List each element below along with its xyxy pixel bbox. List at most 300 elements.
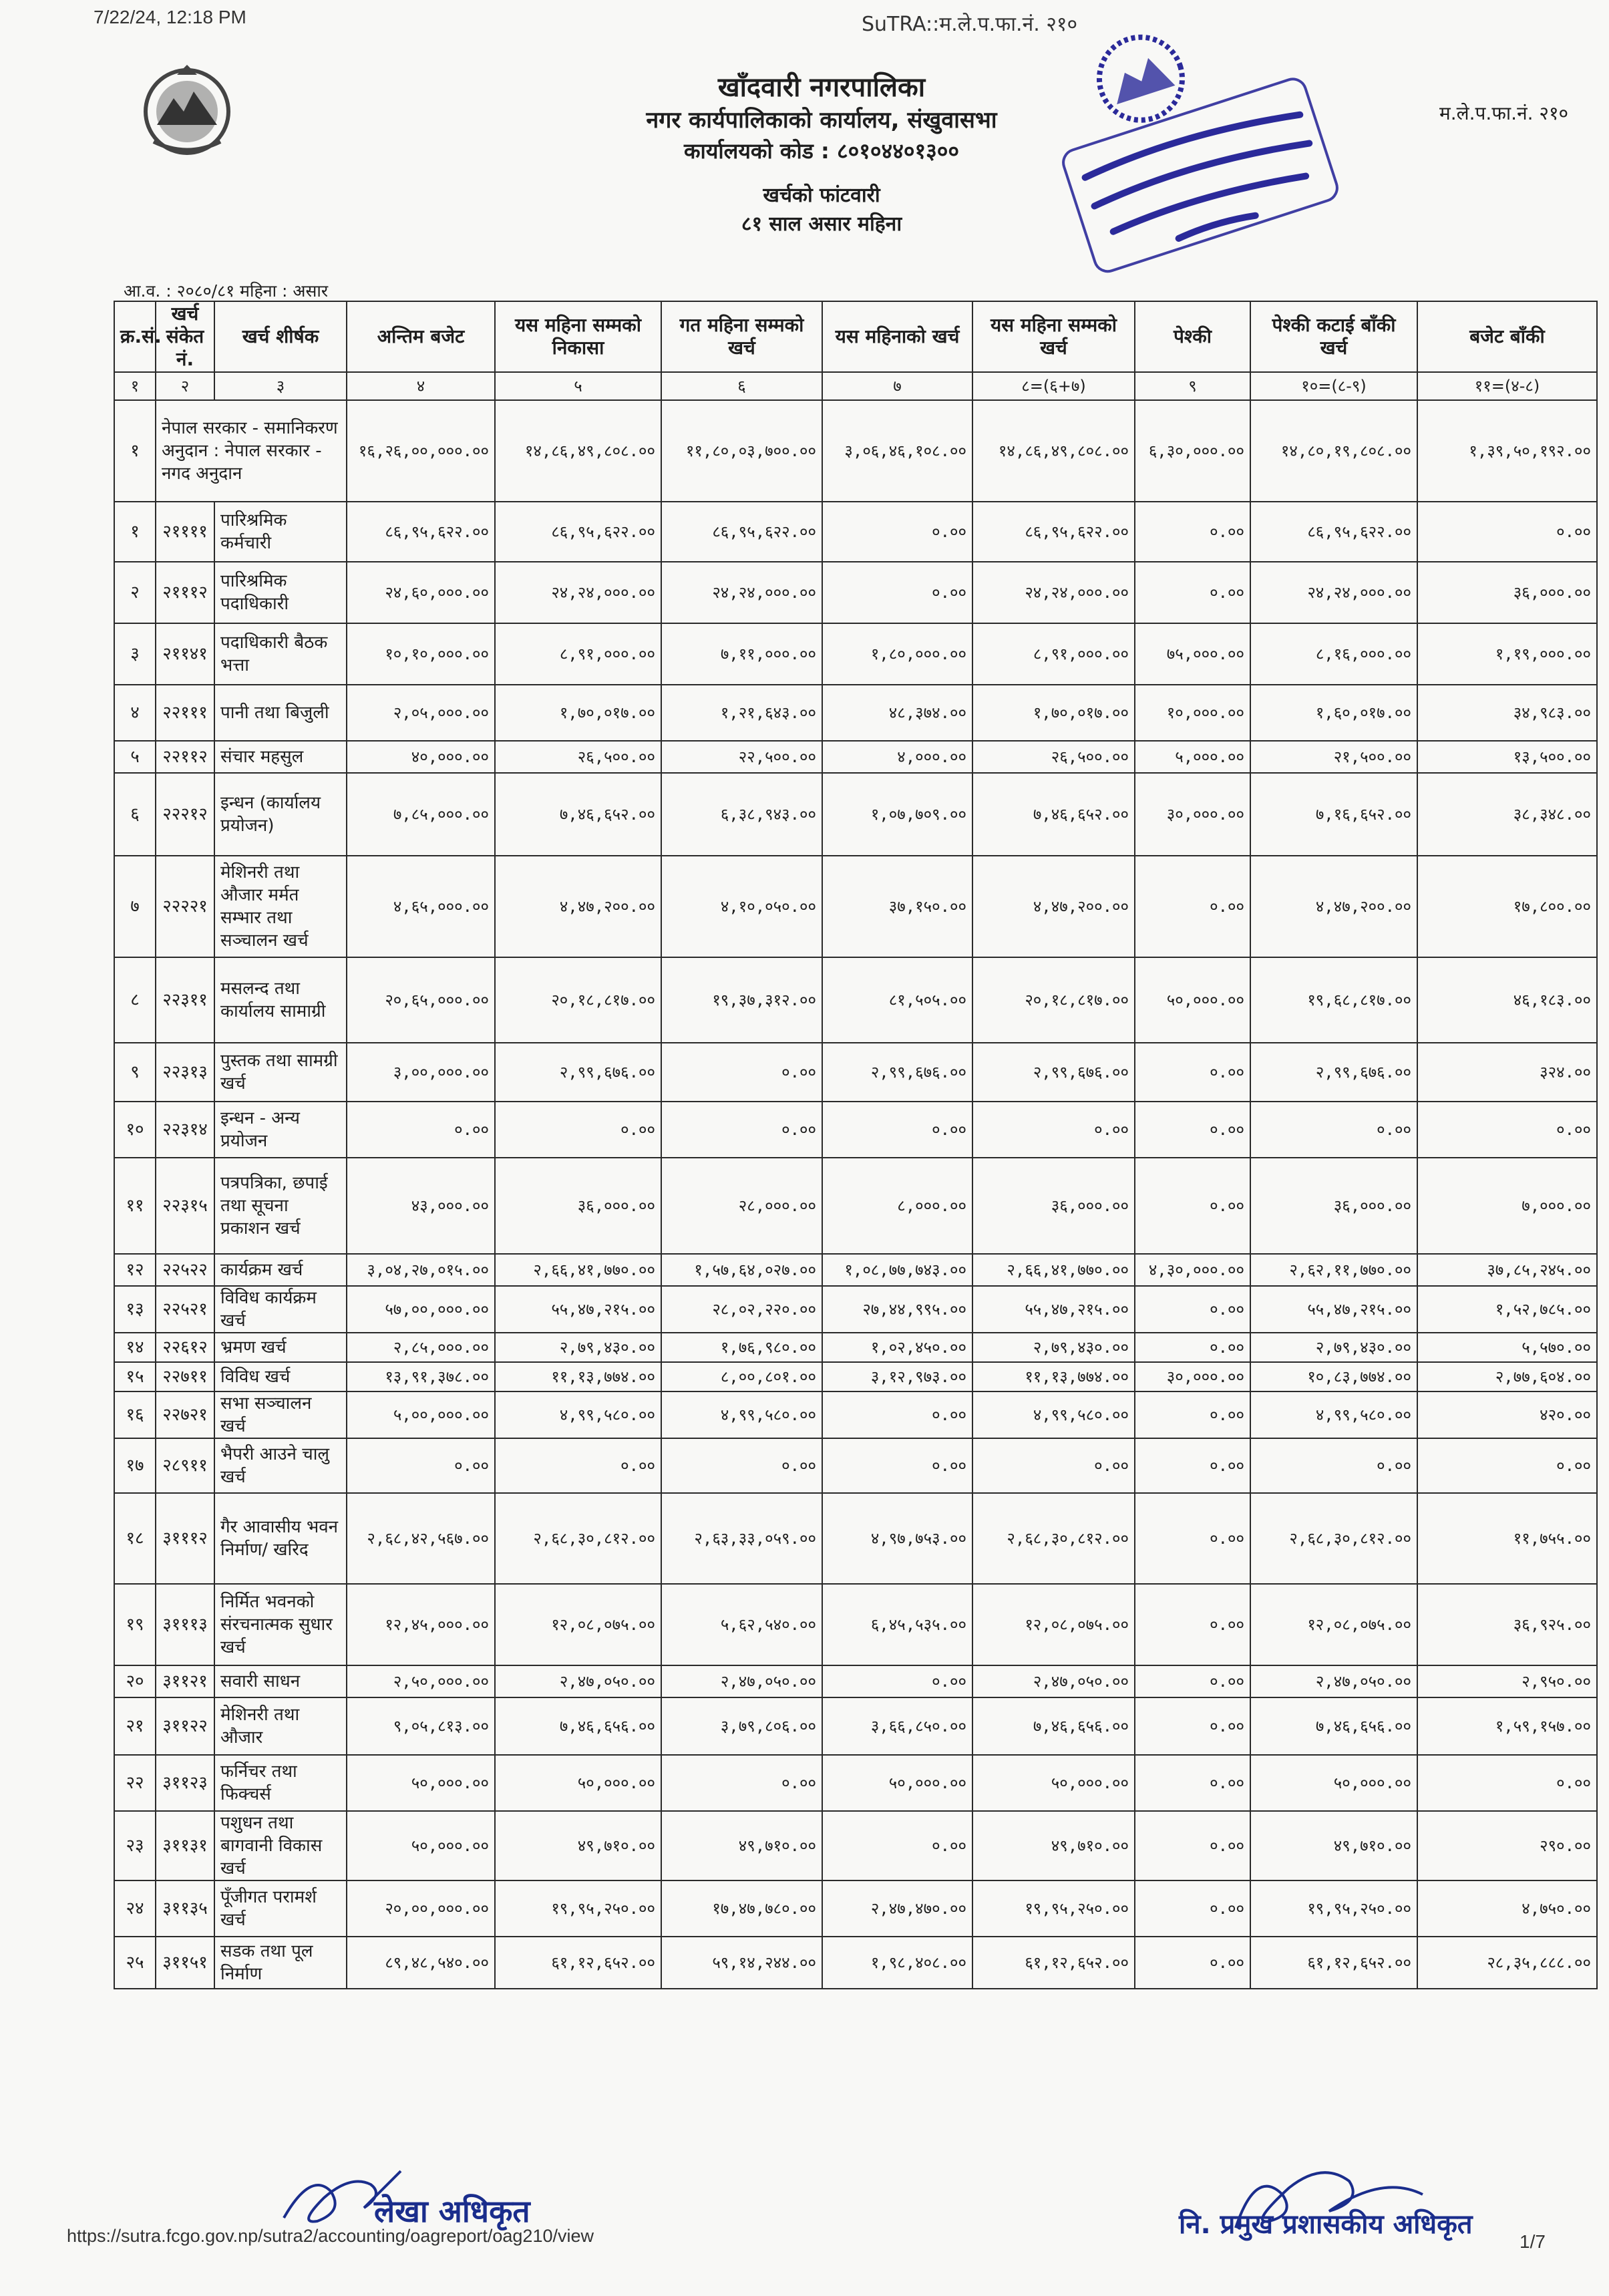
row-code: २२१११ [156,685,214,741]
row-value: ०.०० [1135,1755,1250,1811]
row-value: १९,६८,८१७.०० [1250,957,1417,1043]
row-value: १,५९,१५७.०० [1417,1697,1597,1755]
table-row [114,773,1597,856]
column-index-row [114,372,1597,400]
row-value: २२,५००.०० [661,741,822,773]
row-value: ८६,९५,६२२.०० [1250,502,1417,562]
row-value: ०.०० [822,1391,972,1438]
column-header: अन्तिम बजेट [347,301,495,372]
table-row [114,1333,1597,1362]
row-code: ३११२२ [156,1697,214,1755]
table-row [114,1286,1597,1333]
row-value: १,०२,४५०.०० [822,1333,972,1362]
column-header: यस महिना सम्मको निकासा [495,301,661,372]
row-value: ३६,०००.०० [495,1158,661,1254]
table-row [114,1362,1597,1391]
row-value: ०.०० [1417,502,1597,562]
row-value: ४,०००.०० [822,741,972,773]
row-code: ३१११३ [156,1584,214,1665]
row-value: ०.०० [972,1438,1135,1493]
row-value: ७,४६,६५६.०० [972,1697,1135,1755]
table-row [114,741,1597,773]
row-value: ४०,०००.०० [347,741,495,773]
row-value: ०.०० [1135,1880,1250,1937]
row-value: २,४७,४७०.०० [822,1880,972,1937]
column-index: ८=(६+७) [972,372,1135,400]
row-sn: १३ [114,1286,156,1333]
row-value: ४९,७१०.०० [1250,1811,1417,1880]
row-value: ८९,४८,५४०.०० [347,1937,495,1989]
column-header: पेश्की [1135,301,1250,372]
row-value: ५,०००.०० [1135,741,1250,773]
row-value: ३६,०००.०० [1250,1158,1417,1254]
row-sn: २० [114,1665,156,1697]
row-value: ८,१६,०००.०० [1250,623,1417,685]
column-index: ४ [347,372,495,400]
row-value: ५०,०००.०० [347,1755,495,1811]
row-title: पशुधन तथा बागवानी विकास खर्च [214,1811,347,1880]
row-value: १,५७,६४,०२७.०० [661,1254,822,1286]
group-value: ६,३०,०००.०० [1135,400,1250,502]
row-value: २०,१८,८१७.०० [495,957,661,1043]
row-value: ६१,१२,६५२.०० [1250,1937,1417,1989]
row-code: २२३११ [156,957,214,1043]
fiscal-year-line: आ.व. : २०८०/८१ महिना : असार [124,281,329,301]
row-value: ४,४७,२००.०० [495,856,661,957]
row-value: १,२१,६४३.०० [661,685,822,741]
row-value: ५,५७०.०० [1417,1333,1597,1362]
row-value: ०.०० [661,1438,822,1493]
row-title: पानी तथा बिजुली [214,685,347,741]
row-value: ८१,५०५.०० [822,957,972,1043]
row-value: ०.०० [1135,562,1250,623]
row-value: ०.०० [1135,1937,1250,1989]
row-value: ७५,०००.०० [1135,623,1250,685]
row-sn: ५ [114,741,156,773]
row-value: ४२०.०० [1417,1391,1597,1438]
row-value: ०.०० [822,1811,972,1880]
row-sn: २ [114,562,156,623]
row-value: ३४,९८३.०० [1417,685,1597,741]
row-code: २२३१३ [156,1043,214,1102]
row-value: २,४७,०५०.०० [495,1665,661,1697]
column-index: १०=(८-९) [1250,372,1417,400]
row-value: ०.०० [1135,1811,1250,1880]
row-value: ०.०० [822,1102,972,1158]
nepal-emblem-icon [137,61,237,162]
row-value: ५९,१४,२४४.०० [661,1937,822,1989]
row-value: ३२४.०० [1417,1043,1597,1102]
table-row [114,1584,1597,1665]
column-header: यस महिनाको खर्च [822,301,972,372]
row-value: २,५०,०००.०० [347,1665,495,1697]
row-title: सभा सञ्चालन खर्च [214,1391,347,1438]
column-index: २ [156,372,214,400]
row-value: २८,०२,२२०.०० [661,1286,822,1333]
row-title: विविध खर्च [214,1362,347,1391]
row-value: २,९९,६७६.०० [495,1043,661,1102]
row-code: २२११२ [156,741,214,773]
row-value: ४३,०००.०० [347,1158,495,1254]
row-value: ५०,०००.०० [495,1755,661,1811]
row-value: १३,९१,३७८.०० [347,1362,495,1391]
row-value: ०.०० [1135,1158,1250,1254]
row-sn: १० [114,1102,156,1158]
row-value: ५०,०००.०० [1135,957,1250,1043]
row-value: १,१९,०००.०० [1417,623,1597,685]
row-value: २४,२४,०००.०० [495,562,661,623]
column-index: ११=(४-८) [1417,372,1597,400]
row-value: ३८,३४८.०० [1417,773,1597,856]
column-header: गत महिना सम्मको खर्च [661,301,822,372]
row-value: ०.०० [661,1755,822,1811]
row-value: ४,९९,५८०.०० [1250,1391,1417,1438]
table-row [114,562,1597,623]
form-code: म.ले.प.फा.नं. २१० [1439,102,1569,124]
row-value: १९,३७,३१२.०० [661,957,822,1043]
row-title: भ्रमण खर्च [214,1333,347,1362]
row-title: पत्रपत्रिका, छपाई तथा सूचना प्रकाशन खर्च [214,1158,347,1254]
row-value: ८६,९५,६२२.०० [972,502,1135,562]
row-value: २,६३,३३,०५९.०० [661,1493,822,1584]
row-value: ०.०० [1135,1391,1250,1438]
row-value: ०.०० [1250,1102,1417,1158]
municipality-name: खाँदवारी नगरपालिका [717,72,926,103]
row-value: ०.०० [1135,1697,1250,1755]
row-value: ०.०० [1417,1438,1597,1493]
row-value: २४,२४,०००.०० [661,562,822,623]
row-value: ०.०० [1417,1102,1597,1158]
table-row [114,1102,1597,1158]
row-value: ०.०० [347,1438,495,1493]
row-title: मेशिनरी तथा औजार मर्मत सम्भार तथा सञ्चालन खर्च [214,856,347,957]
chief-officer-label: नि. प्रमुख प्रशासकीय अधिकृत [1179,2209,1473,2240]
group-value: १४,८६,४९,८०८.०० [495,400,661,502]
row-value: ०.०० [1135,1493,1250,1584]
row-code: २२७२१ [156,1391,214,1438]
table-row [114,1755,1597,1811]
row-title: पदाधिकारी बैठक भत्ता [214,623,347,685]
row-value: ४९,७१०.०० [495,1811,661,1880]
row-sn: ३ [114,623,156,685]
row-value: २०,६५,०००.०० [347,957,495,1043]
row-value: ५५,४७,२१५.०० [495,1286,661,1333]
row-value: २४,२४,०००.०० [1250,562,1417,623]
print-header-title: SuTRA::म.ले.प.फा.नं. २१० [862,13,1078,36]
row-value: ७,४६,६५६.०० [495,1697,661,1755]
row-sn: ९ [114,1043,156,1102]
row-value: ४,४७,२००.०० [972,856,1135,957]
row-title: सवारी साधन [214,1665,347,1697]
row-value: १,७०,०१७.०० [495,685,661,741]
expenditure-table [114,301,1598,1989]
group-value: १,३९,५०,१९२.०० [1417,400,1597,502]
row-value: १,५२,७८५.०० [1417,1286,1597,1333]
row-value: ७,१६,६५२.०० [1250,773,1417,856]
row-sn: १५ [114,1362,156,1391]
row-value: ०.०० [1135,1333,1250,1362]
group-value: ३,०६,४६,१०८.०० [822,400,972,502]
row-value: ०.०० [1135,1043,1250,1102]
column-header: पेश्की कटाई बाँकी खर्च [1250,301,1417,372]
row-value: २,७९,४३०.०० [1250,1333,1417,1362]
report-title: खर्चको फांटवारी [763,184,880,207]
group-value: ११,८०,०३,७००.०० [661,400,822,502]
row-value: २४,६०,०००.०० [347,562,495,623]
row-value: ३,१२,९७३.०० [822,1362,972,1391]
row-value: ४,९९,५८०.०० [972,1391,1135,1438]
column-index: १ [114,372,156,400]
row-value: ५०,०००.०० [972,1755,1135,1811]
document-title-block [588,70,1055,238]
row-value: ०.०० [495,1438,661,1493]
table-row [114,1438,1597,1493]
row-value: २७,४४,९९५.०० [822,1286,972,1333]
row-code: ३११३५ [156,1880,214,1937]
table-row [114,685,1597,741]
row-code: २२२१२ [156,773,214,856]
table-row [114,1391,1597,1438]
column-index: ५ [495,372,661,400]
row-title: मसलन्द तथा कार्यालय सामाग्री [214,957,347,1043]
row-value: २,६६,४१,७७०.०० [495,1254,661,1286]
row-sn: १६ [114,1391,156,1438]
row-value: १९,९५,२५०.०० [495,1880,661,1937]
row-value: २०,००,०००.०० [347,1880,495,1937]
row-title: कार्यक्रम खर्च [214,1254,347,1286]
row-value: ६,३८,९४३.०० [661,773,822,856]
row-value: ६,४५,५३५.०० [822,1584,972,1665]
row-value: ११,१३,७७४.०० [972,1362,1135,1391]
row-value: २८,०००.०० [661,1158,822,1254]
row-value: ५०,०००.०० [347,1811,495,1880]
row-value: ४,१०,०५०.०० [661,856,822,957]
row-value: २,६६,४१,७७०.०० [972,1254,1135,1286]
row-value: ४,७५०.०० [1417,1880,1597,1937]
row-code: ३११२१ [156,1665,214,1697]
row-value: १,९८,४०८.०० [822,1937,972,1989]
row-value: २,८५,०००.०० [347,1333,495,1362]
table-row [114,1043,1597,1102]
row-value: १३,५००.०० [1417,741,1597,773]
row-code: २१११२ [156,562,214,623]
table-row [114,1937,1597,1989]
row-value: ८,९१,०००.०० [972,623,1135,685]
column-index: ६ [661,372,822,400]
row-value: १,०७,७०९.०० [822,773,972,856]
row-value: ४,६५,०००.०० [347,856,495,957]
row-value: २,६८,३०,८१२.०० [1250,1493,1417,1584]
row-value: १०,०००.०० [1135,685,1250,741]
footer-url: https://sutra.fcgo.gov.np/sutra2/accounting/oagreport/oag210/view [67,2226,594,2246]
row-value: २,९९,६७६.०० [972,1043,1135,1102]
row-value: ३,०४,२७,०१५.०० [347,1254,495,1286]
row-sn: १७ [114,1438,156,1493]
row-value: २,७९,४३०.०० [972,1333,1135,1362]
row-value: १२,०८,०७५.०० [1250,1584,1417,1665]
row-title: सडक तथा पूल निर्माण [214,1937,347,1989]
table-row [114,502,1597,562]
table-row [114,856,1597,957]
table-row [114,1811,1597,1880]
table-row [114,1697,1597,1755]
accounts-officer-label: लेखा अधिकृत [374,2193,530,2229]
row-value: ०.०० [1250,1438,1417,1493]
row-code: ३११५१ [156,1937,214,1989]
row-value: ०.०० [1135,1286,1250,1333]
row-title: पारिश्रमिक पदाधिकारी [214,562,347,623]
row-value: २,९९,६७६.०० [1250,1043,1417,1102]
row-value: ३०,०००.०० [1135,773,1250,856]
row-value: २,४७,०५०.०० [972,1665,1135,1697]
row-value: ६१,१२,६५२.०० [495,1937,661,1989]
row-value: ३,७९,८०६.०० [661,1697,822,1755]
row-value: १०,१०,०००.०० [347,623,495,685]
row-value: १,७०,०१७.०० [972,685,1135,741]
column-index: ३ [214,372,347,400]
column-header: क्र.सं. [114,301,156,372]
row-value: १९,९५,२५०.०० [1250,1880,1417,1937]
row-value: ०.०० [1135,502,1250,562]
row-value: ०.०० [347,1102,495,1158]
row-value: १०,८३,७७४.०० [1250,1362,1417,1391]
row-value: ४६,१८३.०० [1417,957,1597,1043]
row-title: पारिश्रमिक कर्मचारी [214,502,347,562]
row-value: ०.०० [1135,1438,1250,1493]
row-value: ५७,००,०००.०० [347,1286,495,1333]
table-row [114,1665,1597,1697]
row-title: संचार महसुल [214,741,347,773]
row-sn: १४ [114,1333,156,1362]
row-value: ८,९१,०००.०० [495,623,661,685]
row-value: २,४७,०५०.०० [661,1665,822,1697]
group-value: १४,८६,४९,८०८.०० [972,400,1135,502]
row-value: ३,००,०००.०० [347,1043,495,1102]
row-sn: २२ [114,1755,156,1811]
row-sn: १९ [114,1584,156,1665]
row-sn: ८ [114,957,156,1043]
row-value: ३६,०००.०० [1417,562,1597,623]
row-value: ७,८५,०००.०० [347,773,495,856]
row-value: ८६,९५,६२२.०० [661,502,822,562]
group-sn: १ [114,400,156,502]
office-stamp-icon [1049,13,1329,267]
row-value: ३६,०००.०० [972,1158,1135,1254]
row-value: ५५,४७,२१५.०० [972,1286,1135,1333]
row-value: ३७,१५०.०० [822,856,972,957]
row-value: २,६८,३०,८१२.०० [495,1493,661,1584]
row-code: २२३१५ [156,1158,214,1254]
row-value: ०.०० [1417,1755,1597,1811]
row-sn: ४ [114,685,156,741]
print-timestamp: 7/22/24, 12:18 PM [94,7,246,27]
row-title: निर्मित भवनको संरचनात्मक सुधार खर्च [214,1584,347,1665]
row-value: ०.०० [972,1102,1135,1158]
column-header: यस महिना सम्मको खर्च [972,301,1135,372]
row-value: ०.०० [661,1043,822,1102]
row-value: ०.०० [822,502,972,562]
table-row [114,1254,1597,1286]
row-value: २४,२४,०००.०० [972,562,1135,623]
row-sn: १ [114,502,156,562]
row-value: ८,००,८०१.०० [661,1362,822,1391]
table-header-row [114,301,1597,372]
row-value: ११,१३,७७४.०० [495,1362,661,1391]
row-value: १,७६,९८०.०० [661,1333,822,1362]
row-value: ३०,०००.०० [1135,1362,1250,1391]
row-title: भैपरी आउने चालु खर्च [214,1438,347,1493]
row-value: ८६,९५,६२२.०० [347,502,495,562]
row-value: १,०८,७७,७४३.०० [822,1254,972,1286]
row-code: २२५२२ [156,1254,214,1286]
row-sn: ११ [114,1158,156,1254]
row-value: ११,७५५.०० [1417,1493,1597,1584]
row-value: २,७७,६०४.०० [1417,1362,1597,1391]
row-value: ५०,०००.०० [1250,1755,1417,1811]
row-code: २२२२१ [156,856,214,957]
row-sn: १८ [114,1493,156,1584]
row-sn: ७ [114,856,156,957]
row-value: २,४७,०५०.०० [1250,1665,1417,1697]
row-sn: १२ [114,1254,156,1286]
row-code: २८९११ [156,1438,214,1493]
row-value: २८,३५,८८८.०० [1417,1937,1597,1989]
row-value: ४९,७१०.०० [661,1811,822,1880]
row-title: गैर आवासीय भवन निर्माण/ खरिद [214,1493,347,1584]
row-sn: ६ [114,773,156,856]
row-value: ३६,९२५.०० [1417,1584,1597,1665]
row-value: ०.०० [661,1102,822,1158]
row-value: ०.०० [1135,1584,1250,1665]
row-value: ३७,८५,२४५.०० [1417,1254,1597,1286]
table-row [114,1158,1597,1254]
row-title: विविध कार्यक्रम खर्च [214,1286,347,1333]
row-title: मेशिनरी तथा औजार [214,1697,347,1755]
row-title: पुस्तक तथा सामग्री खर्च [214,1043,347,1102]
row-value: २,९५०.०० [1417,1665,1597,1697]
row-value: १७,४७,७८०.०० [661,1880,822,1937]
row-value: २,९९,६७६.०० [822,1043,972,1102]
group-title: नेपाल सरकार - समानिकरण अनुदान : नेपाल सरकार - नगद अनुदान [156,400,347,502]
row-value: २०,१८,८१७.०० [972,957,1135,1043]
row-value: ०.०० [822,1438,972,1493]
row-code: ३११२३ [156,1755,214,1811]
row-value: १२,०८,०७५.०० [495,1584,661,1665]
row-value: ०.०० [822,1665,972,1697]
row-value: २,६८,४२,५६७.०० [347,1493,495,1584]
row-value: ९,०५,८१३.०० [347,1697,495,1755]
table-row [114,1493,1597,1584]
row-value: ४,३०,०००.०० [1135,1254,1250,1286]
row-title: इन्धन - अन्य प्रयोजन [214,1102,347,1158]
row-value: २६,५००.०० [972,741,1135,773]
column-index: ९ [1135,372,1250,400]
row-value: २९०.०० [1417,1811,1597,1880]
row-value: १२,४५,०००.०० [347,1584,495,1665]
office-code: कार्यालयको कोड : ८०१०४४०१३०० [683,138,960,164]
row-value: ७,४६,६५२.०० [972,773,1135,856]
row-value: ५,६२,५४०.०० [661,1584,822,1665]
row-value: ५५,४७,२१५.०० [1250,1286,1417,1333]
row-value: ७,११,०००.०० [661,623,822,685]
row-value: ४८,३७४.०० [822,685,972,741]
row-value: ०.०० [1135,1102,1250,1158]
row-value: २,०५,०००.०० [347,685,495,741]
row-value: ८,०००.०० [822,1158,972,1254]
row-value: २,६२,११,७७०.०० [1250,1254,1417,1286]
row-value: ४,९७,७५३.०० [822,1493,972,1584]
group-value: १४,८०,१९,८०८.०० [1250,400,1417,502]
